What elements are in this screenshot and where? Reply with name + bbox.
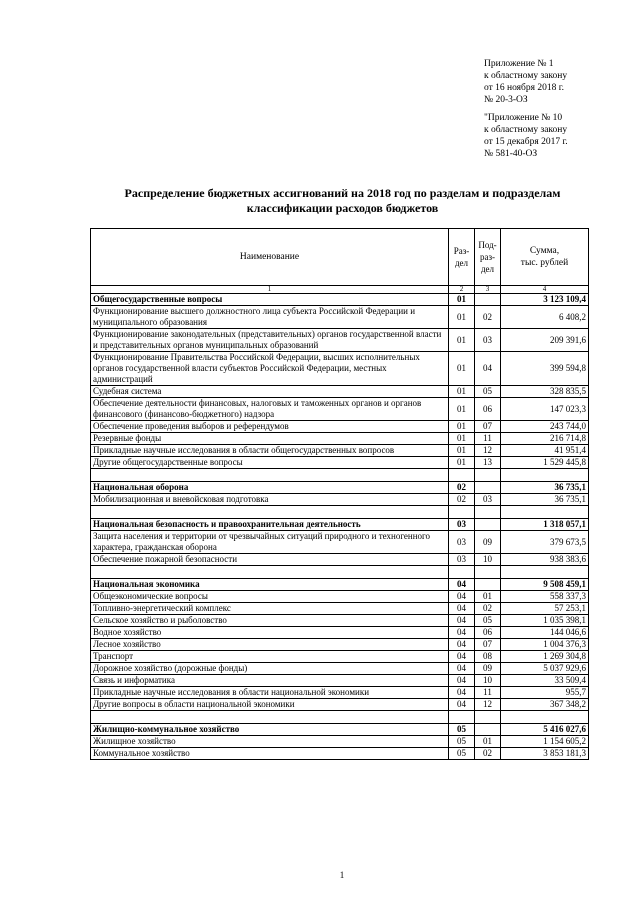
row-sum-cell: 1 035 398,1 (501, 615, 589, 627)
column-index: 2 (449, 286, 475, 294)
row-sum-cell (501, 469, 589, 482)
row-razdel-cell: 04 (449, 615, 475, 627)
row-razdel-cell: 03 (449, 554, 475, 566)
row-razdel-cell: 04 (449, 627, 475, 639)
header-razdel: Раз- дел (449, 229, 475, 286)
row-name-cell: Национальная экономика (91, 579, 449, 591)
row-razdel-cell: 04 (449, 639, 475, 651)
row-name-cell: Функционирование высшего должностного лица субъекта Российской Федерации и муниципального образования (91, 306, 449, 329)
table-row (91, 554, 589, 566)
row-name-cell: Водное хозяйство (91, 627, 449, 639)
row-name-cell: Функционирование законодательных (представительных) органов государственной власти и представительных органов муниципальных образований (91, 329, 449, 352)
title-line: классификации расходов бюджетов (246, 201, 439, 215)
row-sum-cell: 1 154 605,2 (501, 736, 589, 748)
row-podrazdel-cell: 10 (475, 675, 501, 687)
row-razdel-cell: 04 (449, 699, 475, 711)
row-sum-cell: 3 123 109,4 (501, 294, 589, 306)
table-row (91, 615, 589, 627)
row-name-cell: Сельское хозяйство и рыболовство (91, 615, 449, 627)
row-razdel-cell: 05 (449, 724, 475, 736)
title-line: Распределение бюджетных ассигнований на 2018 год по разделам и подразделам (124, 186, 561, 200)
appendix-line: "Приложение № 10 (484, 113, 563, 123)
row-sum-cell: 399 594,8 (501, 352, 589, 386)
row-razdel-cell: 05 (449, 748, 475, 760)
row-podrazdel-cell: 03 (475, 494, 501, 506)
spacer-row (91, 506, 589, 519)
row-podrazdel-cell: 13 (475, 457, 501, 469)
row-sum-cell: 328 835,5 (501, 386, 589, 398)
row-podrazdel-cell: 11 (475, 433, 501, 445)
table-row (91, 329, 589, 352)
appendix-line: Приложение № 1 (484, 59, 554, 69)
row-sum-cell: 955,7 (501, 687, 589, 699)
row-name-cell: Другие общегосударственные вопросы (91, 457, 449, 469)
row-name-cell (91, 566, 449, 579)
appendix-line: № 581-40-ОЗ (484, 149, 538, 159)
document-title (95, 186, 590, 216)
header-name: Наименование (91, 229, 449, 286)
table-row (91, 386, 589, 398)
row-podrazdel-cell (475, 482, 501, 494)
row-razdel-cell: 01 (449, 306, 475, 329)
spacer-row (91, 566, 589, 579)
row-podrazdel-cell: 12 (475, 445, 501, 457)
appendix-line: № 20-3-ОЗ (484, 95, 528, 105)
column-index: 4 (501, 286, 589, 294)
table-row (91, 352, 589, 386)
row-name-cell: Жилищное хозяйство (91, 736, 449, 748)
row-podrazdel-cell (475, 506, 501, 519)
row-name-cell: Судебная система (91, 386, 449, 398)
table-row (91, 627, 589, 639)
table-row (91, 736, 589, 748)
row-razdel-cell: 01 (449, 386, 475, 398)
row-razdel-cell: 04 (449, 651, 475, 663)
row-name-cell: Лесное хозяйство (91, 639, 449, 651)
row-sum-cell: 6 408,2 (501, 306, 589, 329)
row-podrazdel-cell: 01 (475, 591, 501, 603)
appendix-line: к областному закону (484, 71, 568, 81)
table-row (91, 398, 589, 421)
table-header-row (91, 229, 589, 286)
row-name-cell: Защита населения и территории от чрезвычайных ситуаций природного и техногенного характера, гражданская оборона (91, 531, 449, 554)
row-sum-cell (501, 566, 589, 579)
row-sum-cell: 147 023,3 (501, 398, 589, 421)
row-razdel-cell: 03 (449, 519, 475, 531)
row-sum-cell (501, 711, 589, 724)
row-sum-cell: 1 318 057,1 (501, 519, 589, 531)
row-razdel-cell: 03 (449, 531, 475, 554)
row-podrazdel-cell: 05 (475, 386, 501, 398)
row-razdel-cell: 01 (449, 445, 475, 457)
table-row (91, 748, 589, 760)
row-razdel-cell: 04 (449, 579, 475, 591)
page-number: 1 (339, 870, 345, 880)
row-razdel-cell: 01 (449, 398, 475, 421)
row-sum-cell: 1 529 445,8 (501, 457, 589, 469)
row-razdel-cell: 04 (449, 663, 475, 675)
row-sum-cell: 379 673,5 (501, 531, 589, 554)
row-podrazdel-cell (475, 294, 501, 306)
table-row (91, 457, 589, 469)
row-podrazdel-cell (475, 711, 501, 724)
row-name-cell: Национальная безопасность и правоохранительная деятельность (91, 519, 449, 531)
row-razdel-cell (449, 566, 475, 579)
row-razdel-cell: 01 (449, 329, 475, 352)
row-podrazdel-cell: 09 (475, 531, 501, 554)
row-razdel-cell: 05 (449, 736, 475, 748)
column-index-row (91, 286, 589, 294)
row-razdel-cell: 04 (449, 687, 475, 699)
row-name-cell (91, 506, 449, 519)
row-podrazdel-cell: 02 (475, 306, 501, 329)
row-podrazdel-cell: 01 (475, 736, 501, 748)
row-razdel-cell: 01 (449, 294, 475, 306)
budget-table (90, 228, 589, 760)
row-name-cell: Коммунальное хозяйство (91, 748, 449, 760)
row-sum-cell: 144 046,6 (501, 627, 589, 639)
row-name-cell: Топливно-энергетический комплекс (91, 603, 449, 615)
table-body (91, 294, 589, 760)
row-razdel-cell: 01 (449, 421, 475, 433)
row-name-cell: Прикладные научные исследования в области национальной экономики (91, 687, 449, 699)
table-row (91, 603, 589, 615)
appendix-line: от 16 ноября 2018 г. (484, 83, 564, 93)
row-sum-cell: 5 416 027,6 (501, 724, 589, 736)
appendix-note (484, 58, 634, 166)
table-row (91, 651, 589, 663)
row-name-cell: Мобилизационная и вневойсковая подготовка (91, 494, 449, 506)
row-podrazdel-cell: 03 (475, 329, 501, 352)
row-name-cell: Функционирование Правительства Российской Федерации, высших исполнительных органов государственной власти субъектов Российской Федерации, местных администраций (91, 352, 449, 386)
table-row (91, 687, 589, 699)
spacer-row (91, 469, 589, 482)
row-podrazdel-cell: 06 (475, 627, 501, 639)
table-row (91, 421, 589, 433)
table-row (91, 494, 589, 506)
row-razdel-cell: 04 (449, 591, 475, 603)
spacer-row (91, 711, 589, 724)
row-name-cell: Общеэкономические вопросы (91, 591, 449, 603)
row-sum-cell: 1 004 376,3 (501, 639, 589, 651)
table-row (91, 531, 589, 554)
header-podrazdel: Под- раз- дел (475, 229, 501, 286)
header-summa (501, 229, 589, 286)
row-sum-cell: 36 735,1 (501, 494, 589, 506)
row-sum-cell: 9 508 459,1 (501, 579, 589, 591)
section-row (91, 482, 589, 494)
row-podrazdel-cell: 04 (475, 352, 501, 386)
row-podrazdel-cell: 02 (475, 748, 501, 760)
row-sum-cell: 209 391,6 (501, 329, 589, 352)
row-sum-cell: 938 383,6 (501, 554, 589, 566)
row-podrazdel-cell: 10 (475, 554, 501, 566)
table-row (91, 433, 589, 445)
row-sum-cell (501, 506, 589, 519)
row-razdel-cell (449, 506, 475, 519)
row-name-cell: Дорожное хозяйство (дорожные фонды) (91, 663, 449, 675)
row-sum-cell: 57 253,1 (501, 603, 589, 615)
row-podrazdel-cell (475, 724, 501, 736)
row-sum-cell: 367 348,2 (501, 699, 589, 711)
row-razdel-cell: 04 (449, 675, 475, 687)
row-podrazdel-cell: 12 (475, 699, 501, 711)
row-sum-cell: 216 714,8 (501, 433, 589, 445)
row-name-cell (91, 469, 449, 482)
row-name-cell: Транспорт (91, 651, 449, 663)
table-row (91, 663, 589, 675)
row-sum-cell: 243 744,0 (501, 421, 589, 433)
row-name-cell: Обеспечение проведения выборов и референдумов (91, 421, 449, 433)
row-sum-cell: 3 853 181,3 (501, 748, 589, 760)
row-sum-cell: 1 269 304,8 (501, 651, 589, 663)
appendix-line: к областному закону (484, 125, 568, 135)
row-podrazdel-cell: 09 (475, 663, 501, 675)
row-podrazdel-cell: 07 (475, 421, 501, 433)
row-razdel-cell: 01 (449, 352, 475, 386)
row-name-cell: Связь и информатика (91, 675, 449, 687)
row-razdel-cell: 04 (449, 603, 475, 615)
row-name-cell (91, 711, 449, 724)
row-podrazdel-cell: 06 (475, 398, 501, 421)
row-podrazdel-cell: 08 (475, 651, 501, 663)
row-name-cell: Другие вопросы в области национальной экономики (91, 699, 449, 711)
row-name-cell: Резервные фонды (91, 433, 449, 445)
row-sum-cell: 5 037 929,6 (501, 663, 589, 675)
row-name-cell: Жилищно-коммунальное хозяйство (91, 724, 449, 736)
row-podrazdel-cell: 05 (475, 615, 501, 627)
table-row (91, 699, 589, 711)
row-razdel-cell (449, 469, 475, 482)
column-index: 1 (91, 286, 449, 294)
row-podrazdel-cell: 11 (475, 687, 501, 699)
row-razdel-cell: 01 (449, 433, 475, 445)
row-podrazdel-cell (475, 469, 501, 482)
row-sum-cell: 36 735,1 (501, 482, 589, 494)
row-name-cell: Прикладные научные исследования в области общегосударственных вопросов (91, 445, 449, 457)
row-sum-cell: 41 951,4 (501, 445, 589, 457)
row-podrazdel-cell: 02 (475, 603, 501, 615)
row-name-cell: Обеспечение пожарной безопасности (91, 554, 449, 566)
section-row (91, 724, 589, 736)
section-row (91, 579, 589, 591)
row-podrazdel-cell (475, 579, 501, 591)
row-podrazdel-cell: 07 (475, 639, 501, 651)
section-row (91, 294, 589, 306)
row-sum-cell: 558 337,3 (501, 591, 589, 603)
row-razdel-cell: 01 (449, 457, 475, 469)
row-podrazdel-cell (475, 519, 501, 531)
header-summa-line: Сумма, (529, 246, 560, 256)
row-razdel-cell: 02 (449, 494, 475, 506)
row-name-cell: Обеспечение деятельности финансовых, налоговых и таможенных органов и органов финансового (финансово-бюджетного) надзора (91, 398, 449, 421)
row-name-cell: Национальная оборона (91, 482, 449, 494)
row-razdel-cell (449, 711, 475, 724)
table-row (91, 639, 589, 651)
row-sum-cell: 33 509,4 (501, 675, 589, 687)
header-summa-line: тыс. рублей (520, 258, 569, 268)
table-row (91, 675, 589, 687)
table-row (91, 306, 589, 329)
column-index: 3 (475, 286, 501, 294)
table-row (91, 445, 589, 457)
section-row (91, 519, 589, 531)
table-row (91, 591, 589, 603)
row-razdel-cell: 02 (449, 482, 475, 494)
row-name-cell: Общегосударственные вопросы (91, 294, 449, 306)
row-podrazdel-cell (475, 566, 501, 579)
appendix-line: от 15 декабря 2017 г. (484, 137, 568, 147)
